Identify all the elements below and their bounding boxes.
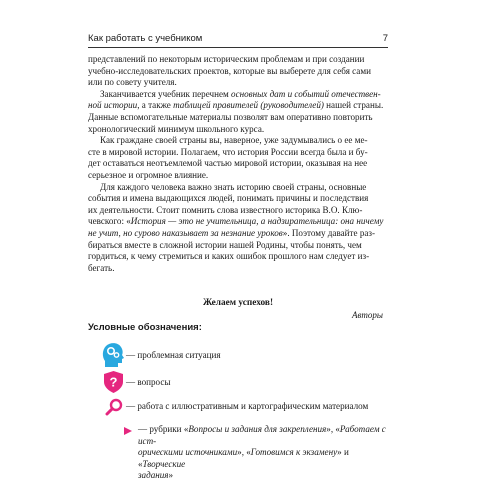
paragraph-4-cont <box>88 193 388 274</box>
running-header <box>88 32 388 48</box>
magnifier-icon <box>105 398 123 416</box>
paragraph-2 <box>88 89 388 112</box>
line: дет оставаться неотъемлемой частью мировой истории, оказывая на нее <box>88 158 368 169</box>
line: сте в мировой истории. Полагаем, что история России всегда была и бу- <box>88 146 368 157</box>
paragraph-3-cont <box>88 147 388 182</box>
paragraph-3 <box>88 135 388 147</box>
legend-title: Условные обозначения: <box>88 322 202 333</box>
italic-quote: не учит, но сурово наказывает за незнание уроков <box>88 227 283 238</box>
text-run: », « <box>326 424 340 434</box>
italic-run: орическими источниками <box>138 447 238 458</box>
closing-wish: Желаем успехов! <box>202 298 274 308</box>
italic-run: основных дат и событий отечествен- <box>231 88 381 99</box>
paragraph-2-cont <box>88 112 388 135</box>
paragraph-4 <box>88 182 388 194</box>
italic-run: Творческие <box>142 458 186 469</box>
line: бегать. <box>88 262 115 273</box>
legend-rubrics-label <box>138 424 388 482</box>
italic-run: ной истории <box>88 100 138 111</box>
line: Как граждане своей страны вы, наверное, уже задумывались о ее ме- <box>100 135 368 146</box>
legend-problem-label: — проблемная ситуация <box>126 350 221 360</box>
line: их деятельности. Стоит помнить слова известного историка В.О. Клю- <box>88 204 363 215</box>
text-run: нашей страны. <box>323 100 384 111</box>
line: представлений по некоторым историческим проблемам и при создании <box>88 54 365 64</box>
italic-run: Работаем с ист- <box>138 424 386 446</box>
line: Данные вспомогательные материалы позволят вам оперативно повторить <box>88 111 373 122</box>
line: гордиться, к чему стремиться и каких ошибок прошлого нам следует из- <box>88 251 370 262</box>
text-run: » <box>168 470 174 481</box>
italic-run: Готовимся к экзамену <box>250 447 338 458</box>
italic-run: таблицей правителей (руководителей) <box>173 100 324 111</box>
legend-work-label: — работа с иллюстративным и картографическим материалом <box>126 401 369 411</box>
header-title: Как работать с учебником <box>88 33 203 44</box>
svg-text:?: ? <box>109 374 118 390</box>
paragraph-1 <box>88 54 388 89</box>
legend-questions-label: — вопросы <box>126 377 171 387</box>
line: серьезное и огромное влияние. <box>88 169 209 180</box>
text-run: чевского: « <box>88 216 131 227</box>
question-shield-icon <box>104 371 123 393</box>
line: Для каждого человека важно знать историю своей страны, основные <box>100 181 367 192</box>
italic-quote: История — это не учительница, а надзирательница: она ничему <box>130 216 384 227</box>
text-run: , а также <box>137 100 174 111</box>
text-run: Заканчивается учебник перечнем <box>100 88 232 99</box>
authors-signature: Авторы <box>352 310 383 320</box>
page-number: 7 <box>382 33 388 44</box>
line: учебно-исследовательских проектов, которые вы выберете для себя сами <box>88 65 371 76</box>
text-run: » и « <box>138 447 349 469</box>
body-text <box>88 54 388 274</box>
line: или по совету учителя. <box>88 77 177 88</box>
line: события и имена выдающихся людей, понимать причины и последствия <box>88 193 369 204</box>
text-run: ». Поэтому давайте раз- <box>282 227 376 238</box>
italic-run: Вопросы и задания для закрепления <box>188 424 327 434</box>
arrow-marker-icon <box>124 427 132 435</box>
text-run: — рубрики « <box>138 424 189 434</box>
head-gears-icon <box>102 342 124 368</box>
line: хронологический минимум школьного курса. <box>88 123 265 134</box>
text-run: », « <box>237 447 251 458</box>
italic-run: задания <box>138 470 169 481</box>
line: бираться вместе в сложной истории нашей Родины, чтобы понять, чем <box>88 239 362 250</box>
